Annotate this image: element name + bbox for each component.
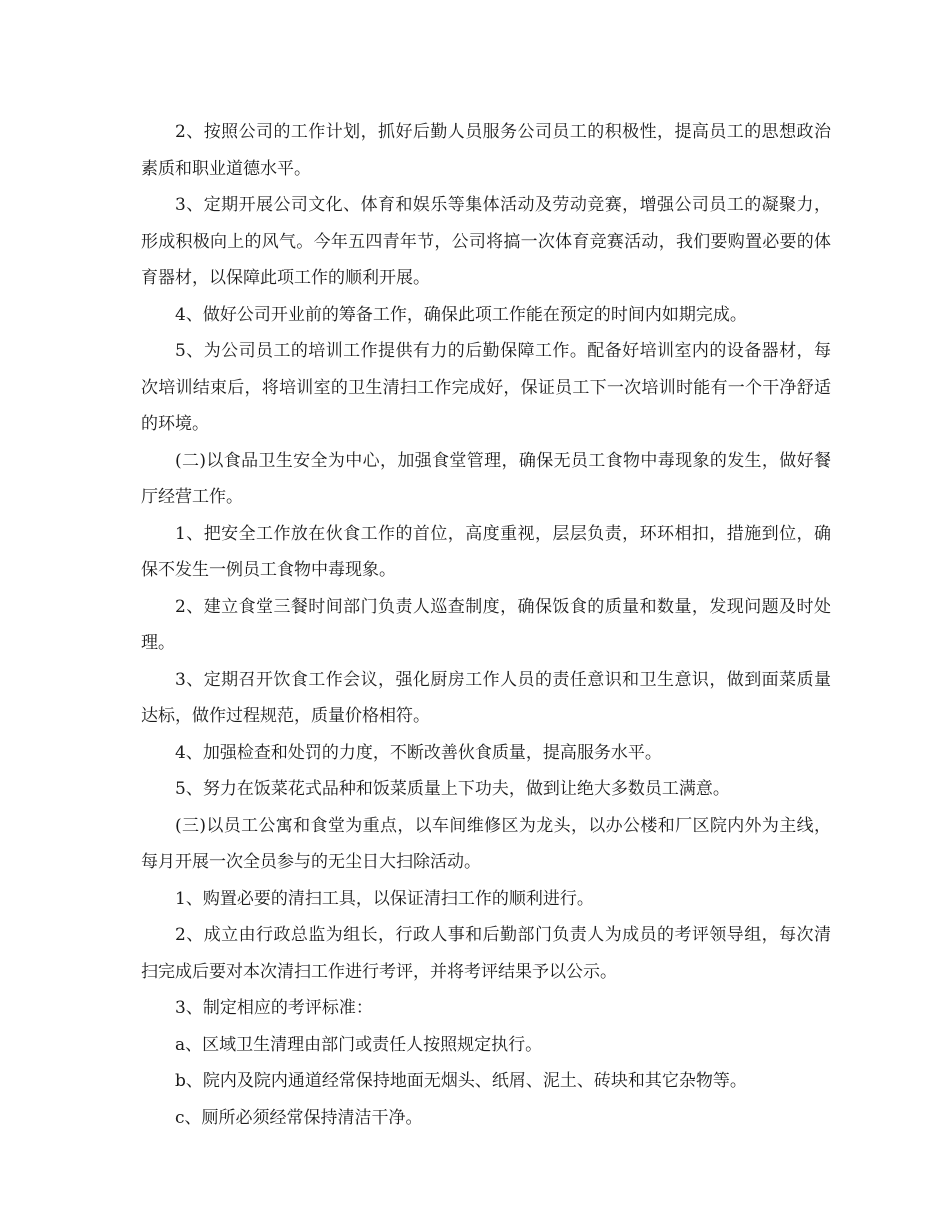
paragraph: 4、做好公司开业前的筹备工作，确保此项工作能在预定的时间内如期完成。 bbox=[175, 304, 747, 325]
paragraph: 2、按照公司的工作计划，抓好后勤人员服务公司员工的积极性，提高员工的思想政治素质和职业道德水平。 bbox=[141, 122, 831, 179]
list-item: c、厕所必须经常保持清洁干净。 bbox=[175, 1107, 423, 1128]
paragraph: 3、制定相应的考评标准： bbox=[175, 998, 373, 1018]
paragraph: 5、努力在饭菜花式品种和饭菜质量上下功夫，做到让绝大多数员工满意。 bbox=[175, 779, 730, 799]
paragraph: 1、购置必要的清扫工具，以保证清扫工作的顺利进行。 bbox=[175, 888, 594, 909]
list-item: a、区域卫生清理由部门或责任人按照规定执行。 bbox=[175, 1034, 543, 1055]
document-body bbox=[141, 114, 831, 1136]
section-heading: (三)以员工公寓和食堂为重点，以车间维修区为龙头，以办公楼和厂区院内外为主线，每月开展一次全员参与的无尘日大扫除活动。 bbox=[141, 815, 831, 872]
list-item: b、院内及院内通道经常保持地面无烟头、纸屑、泥土、砖块和其它杂物等。 bbox=[175, 1071, 747, 1091]
paragraph: 3、定期开展公司文化、体育和娱乐等集体活动及劳动竞赛，增强公司员工的凝聚力，形成积极向上的风气。今年五四青年节，公司将搞一次体育竞赛活动，我们要购置必要的体育器材，以保障此项工作的顺利开展。 bbox=[141, 195, 831, 288]
paragraph: 4、加强检查和处罚的力度，不断改善伙食质量，提高服务水平。 bbox=[175, 742, 662, 763]
paragraph: 2、建立食堂三餐时间部门负责人巡查制度，确保饭食的质量和数量，发现问题及时处理。 bbox=[141, 596, 831, 653]
paragraph: 2、成立由行政总监为组长，行政人事和后勤部门负责人为成员的考评领导组，每次清扫完成后要对本次清扫工作进行考评，并将考评结果予以公示。 bbox=[141, 925, 831, 982]
section-heading: (二)以食品卫生安全为中心，加强食堂管理，确保无员工食物中毒现象的发生，做好餐厅经营工作。 bbox=[141, 450, 831, 507]
paragraph: 5、为公司员工的培训工作提供有力的后勤保障工作。配备好培训室内的设备器材，每次培训结束后，将培训室的卫生清扫工作完成好，保证员工下一次培训时能有一个干净舒适的环境。 bbox=[141, 341, 831, 434]
paragraph: 1、把安全工作放在伙食工作的首位，高度重视，层层负责，环环相扣，措施到位，确保不发生一例员工食物中毒现象。 bbox=[141, 523, 831, 580]
paragraph: 3、定期召开饮食工作会议，强化厨房工作人员的责任意识和卫生意识，做到面菜质量达标，做作过程规范，质量价格相符。 bbox=[141, 669, 831, 726]
